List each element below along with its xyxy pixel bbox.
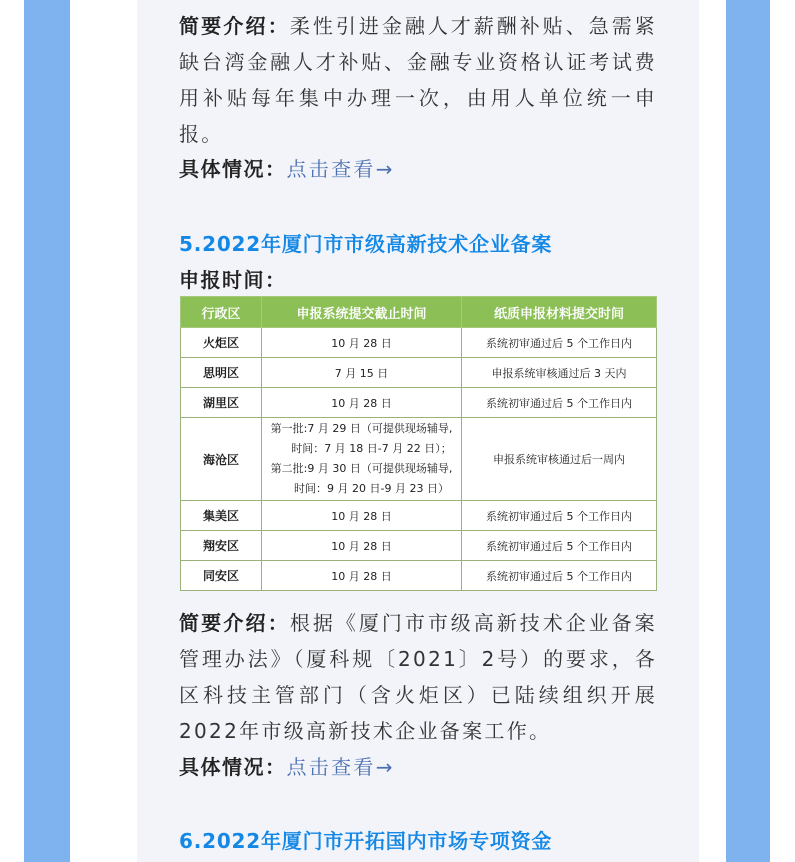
district-cell: 同安区 bbox=[181, 561, 262, 591]
table-row bbox=[181, 531, 657, 561]
paper-cell: 系统初审通过后 5 个工作日内 bbox=[462, 501, 657, 531]
brief-text: 柔性引进金融人才薪酬补贴、急需紧缺台湾金融人才补贴、金融专业资格认证考试费用补贴每年集中办理一次，由用人单位统一申报。 bbox=[179, 14, 657, 146]
declare-time-label: 申报时间： bbox=[179, 268, 287, 292]
detail-label: 具体情况： bbox=[179, 755, 287, 779]
table-row bbox=[181, 418, 657, 501]
district-cell: 思明区 bbox=[181, 358, 262, 388]
brief-label: 简要介绍： bbox=[179, 611, 290, 635]
left-border-stripe bbox=[24, 0, 70, 862]
schedule-table bbox=[180, 296, 657, 591]
deadline-cell: 10 月 28 日 bbox=[262, 531, 462, 561]
deadline-line: 第一批:7 月 29 日（可提供现场辅导, bbox=[270, 422, 453, 435]
section4-detail bbox=[179, 151, 657, 187]
deadline-cell: 10 月 28 日 bbox=[262, 561, 462, 591]
district-cell: 集美区 bbox=[181, 501, 262, 531]
table-row bbox=[181, 561, 657, 591]
brief-label: 简要介绍： bbox=[179, 14, 290, 38]
table-row bbox=[181, 358, 657, 388]
deadline-cell: 7 月 15 日 bbox=[262, 358, 462, 388]
deadline-line: 时间：9 月 20 日-9 月 23 日） bbox=[294, 482, 449, 495]
district-cell: 火炬区 bbox=[181, 328, 262, 358]
detail-link[interactable]: 点击查看→ bbox=[286, 157, 395, 181]
deadline-cell: 10 月 28 日 bbox=[262, 501, 462, 531]
table-row bbox=[181, 388, 657, 418]
deadline-cell: 10 月 28 日 bbox=[262, 328, 462, 358]
detail-label: 具体情况： bbox=[179, 157, 287, 181]
section5-heading: 5.2022年厦门市市级高新技术企业备案 bbox=[179, 232, 553, 256]
section4-brief bbox=[179, 8, 657, 152]
paper-cell: 系统初审通过后 5 个工作日内 bbox=[462, 561, 657, 591]
district-cell: 海沧区 bbox=[181, 418, 262, 501]
section5-detail bbox=[179, 749, 657, 785]
column-header-district: 行政区 bbox=[181, 297, 262, 328]
paper-cell: 申报系统审核通过后一周内 bbox=[462, 418, 657, 501]
table-row bbox=[181, 501, 657, 531]
paper-cell: 申报系统审核通过后 3 天内 bbox=[462, 358, 657, 388]
section5-brief bbox=[179, 605, 657, 749]
table-header-row bbox=[181, 297, 657, 328]
right-margin bbox=[770, 0, 795, 862]
paper-cell: 系统初审通过后 5 个工作日内 bbox=[462, 328, 657, 358]
section6-heading: 6.2022年厦门市开拓国内市场专项资金 bbox=[179, 829, 553, 853]
detail-link[interactable]: 点击查看→ bbox=[286, 755, 395, 779]
column-header-deadline: 申报系统提交截止时间 bbox=[262, 297, 462, 328]
brief-text: 根据《厦门市市级高新技术企业备案管理办法》（厦科规〔2021〕2号）的要求，各区科技主管部门（含火炬区）已陆续组织开展2022年市级高新技术企业备案工作。 bbox=[179, 611, 657, 743]
column-header-paper: 纸质申报材料提交时间 bbox=[462, 297, 657, 328]
right-border-stripe bbox=[726, 0, 770, 862]
district-cell: 翔安区 bbox=[181, 531, 262, 561]
paper-cell: 系统初审通过后 5 个工作日内 bbox=[462, 388, 657, 418]
paper-cell: 系统初审通过后 5 个工作日内 bbox=[462, 531, 657, 561]
deadline-cell bbox=[262, 418, 462, 501]
deadline-cell: 10 月 28 日 bbox=[262, 388, 462, 418]
deadline-line: 时间：7 月 18 日-7 月 22 日）； bbox=[291, 442, 452, 455]
district-cell: 湖里区 bbox=[181, 388, 262, 418]
deadline-line: 第二批:9 月 30 日（可提供现场辅导, bbox=[270, 462, 453, 475]
schedule-table-image bbox=[180, 296, 656, 591]
table-row bbox=[181, 328, 657, 358]
